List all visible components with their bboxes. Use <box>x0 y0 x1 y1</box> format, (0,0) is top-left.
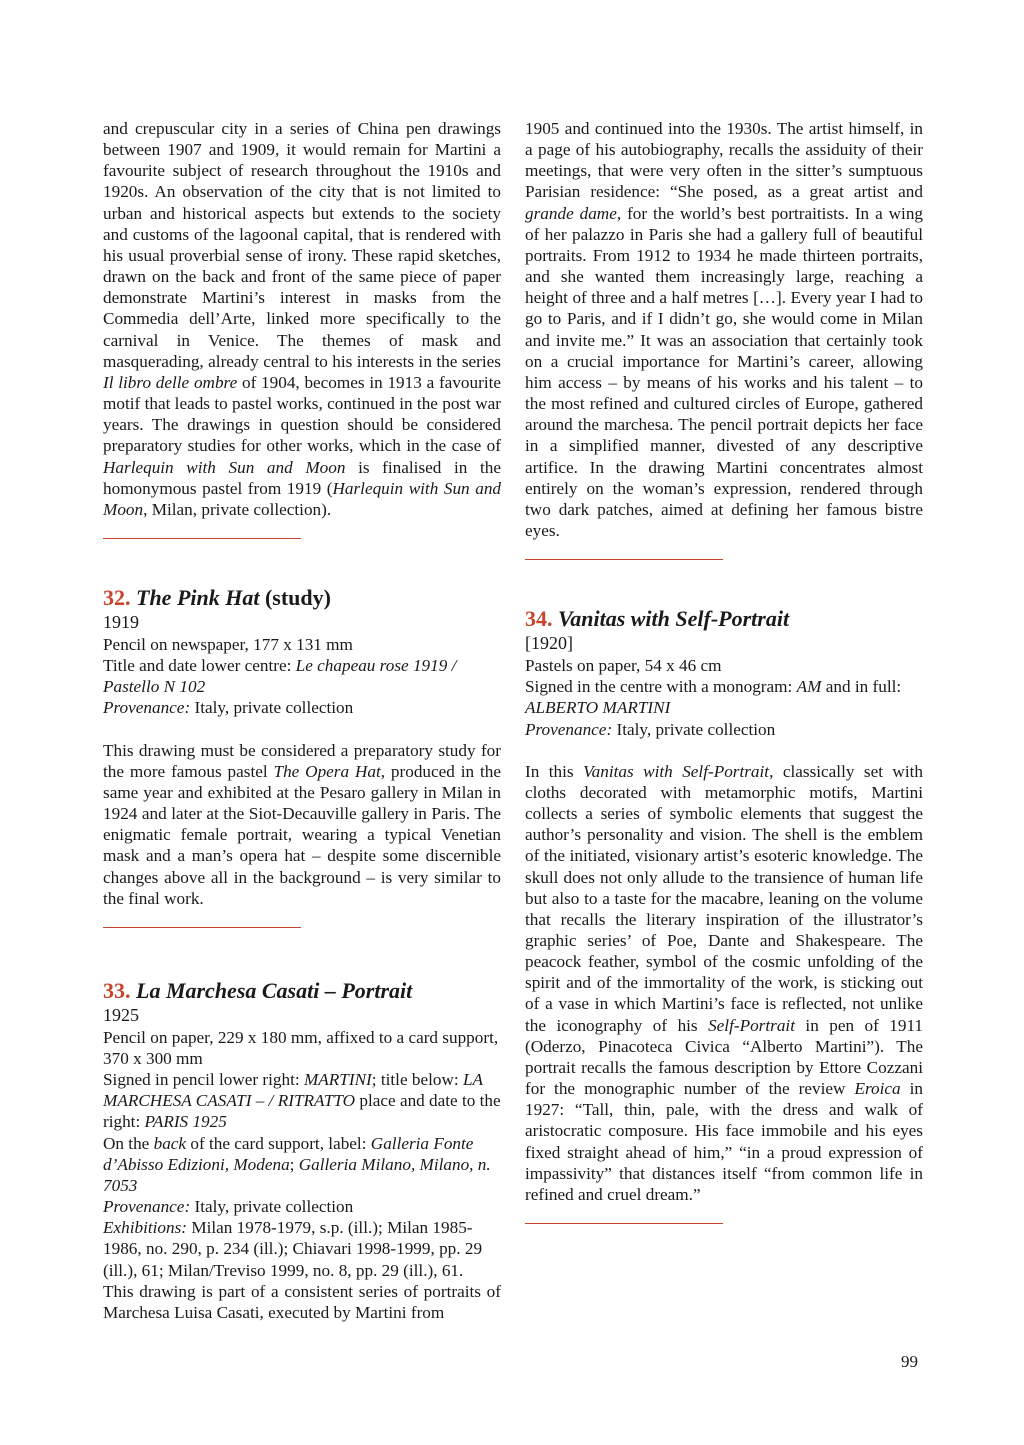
entry-32-inscription: Title and date lower centre: Le chapeau rose 1919 / Pastello N 102 <box>103 656 457 697</box>
entry-33-body-continued: 1905 and continued into the 1930s. The artist himself, in a page of his autobiography, recalls the assiduity of their meetings, that were very often in the sitter’s sumptuous Parisian residence: “She posed, as a great artist and grande dame, for the world’s best portraitists. In a wing of her palazzo in Paris she had a gallery full of beautiful portraits. From 1912 to 1934 he made thirteen portraits, and she wanted them increasingly large, reaching a height of three and a half metres […]. Every year I had to go to Paris, and if I didn’t go, she would come in Milan and invite me.” It was an association that certainly took on a crucial importance for Martini’s career, allowing him access – by means of his works and his talent – to the most refined and cultured circles of Europe, gathered around the marchesa. The pencil portrait depicts her face in a simplified manner, divested of any descriptive artifice. In the drawing Martini concentrates almost entirely on the woman’s expression, rendered through two dark patches, aimed at defining her famous bistre eyes. <box>525 119 924 540</box>
entry-34-signature: Signed in the centre with a monogram: AM and in full: ALBERTO MARTINI <box>525 677 902 718</box>
left-column <box>103 118 501 1323</box>
entry-34-provenance: Provenance: Italy, private collection <box>525 719 776 739</box>
section-divider <box>525 559 723 560</box>
entry-33-signature: Signed in pencil lower right: MARTINI; title below: LA MARCHESA CASATI – / RITRATTO place and date to the right: PARIS 1925 <box>103 1070 501 1132</box>
entry-34-body: In this Vanitas with Self-Portrait, classically set with cloths decorated with metamorphic motifs, Martini collects a series of symbolic elements that suggest the author’s personality and vision. The shell is the emblem of the initiated, visionary artist’s esoteric knowledge. The skull does not only allude to the transience of human life but also to a taste for the macabre, leaning on the volume that recalls the literary inspiration of the illustrator’s graphic series’ of Poe, Dante and Shakespeare. The peacock feather, symbol of the cosmic unfolding of the spirit and of the immortality of the work, is sticking out of a vase in which Martini’s face is reflected, not unlike the iconography of his Self-Portrait in pen of 1911 (Oderzo, Pinacoteca Civica “Alberto Martini”). The portrait recalls the famous description by Ettore Cozzani for the monographic number of the review Eroica in 1927: “Tall, thin, pale, with the dress and walk of aristocratic composure. His face immobile and his eyes fixed straight ahead of him,” “in a proud expression of impassivity” that distances itself “from common life in refined and cruel dream.” <box>525 761 923 1204</box>
entry-32-year: 1919 <box>103 611 139 632</box>
right-column <box>525 118 923 1224</box>
entry-34-medium: Pastels on paper, 54 x 46 cm <box>525 656 722 676</box>
entry-32-provenance: Provenance: Italy, private collection <box>103 698 354 718</box>
entry-32-medium: Pencil on newspaper, 177 x 131 mm <box>103 634 353 654</box>
entry-34-meta <box>525 632 923 740</box>
entry-33-meta <box>103 1004 501 1281</box>
section-divider <box>103 927 301 928</box>
section-divider <box>525 1223 723 1224</box>
entry-33-year: 1925 <box>103 1004 139 1025</box>
entry-33-body: This drawing is part of a consistent series of portraits of Marchesa Luisa Casati, executed by Martini from <box>103 1281 501 1322</box>
page-number: 99 <box>901 1352 918 1371</box>
entry-32-body: This drawing must be considered a preparatory study for the more famous pastel The Opera Hat, produced in the same year and exhibited at the Pesaro gallery in Milan in 1924 and later at the Siot-Decauville gallery in Paris. The enigmatic female portrait, wearing a typical Venetian mask and a man’s opera hat – despite some discernible changes above all in the background – is very similar to the final work. <box>103 740 501 908</box>
section-divider <box>103 538 301 539</box>
entry-33-back-label: On the back of the card support, label: Galleria Fonte d’Abisso Edizioni, Modena; Galleria Milano, Milano, n. 7053 <box>103 1133 491 1195</box>
intro-paragraph: and crepuscular city in a series of China pen drawings between 1907 and 1909, it would remain for Martini a favourite subject of research throughout the 1910s and 1920s. An observation of the city that is not limited to urban and historical aspects but extends to the society and customs of the lagoonal capital, that is rendered with his usual proverbial sense of irony. These rapid sketches, drawn on the back and front of the same piece of paper demonstrate Martini’s interest in masks from the Commedia dell’Arte, linked more specifically to the carnival in Venice. The themes of mask and masquerading, already central to his interests in the series Il libro delle ombre of 1904, becomes in 1913 a favourite motif that leads to pastel works, continued in the post war years. The drawings in question should be considered preparatory studies for other works, which in the case of Harlequin with Sun and Moon is finalised in the homonymous pastel from 1919 (Harlequin with Sun and Moon, Milan, private collection). <box>103 119 502 519</box>
entry-33-medium: Pencil on paper, 229 x 180 mm, affixed to a card support, 370 x 300 mm <box>103 1027 499 1068</box>
entry-32-meta <box>103 611 501 719</box>
entry-34-title: 34. Vanitas with Self-Portrait <box>525 606 790 632</box>
entry-34-year: [1920] <box>525 633 573 654</box>
entry-32-title: 32. The Pink Hat (study) <box>103 584 331 610</box>
entry-33-title: 33. La Marchesa Casati – Portrait <box>103 977 413 1003</box>
entry-33-exhibitions: Exhibitions: Milan 1978-1979, s.p. (ill.); Milan 1985-1986, no. 290, p. 234 (ill.); Chiavari 1998-1999, pp. 29 (ill.), 61; Milan/Treviso 1999, no. 8, pp. 29 (ill.), 61. <box>103 1218 483 1280</box>
entry-33-provenance: Provenance: Italy, private collection <box>103 1197 354 1217</box>
